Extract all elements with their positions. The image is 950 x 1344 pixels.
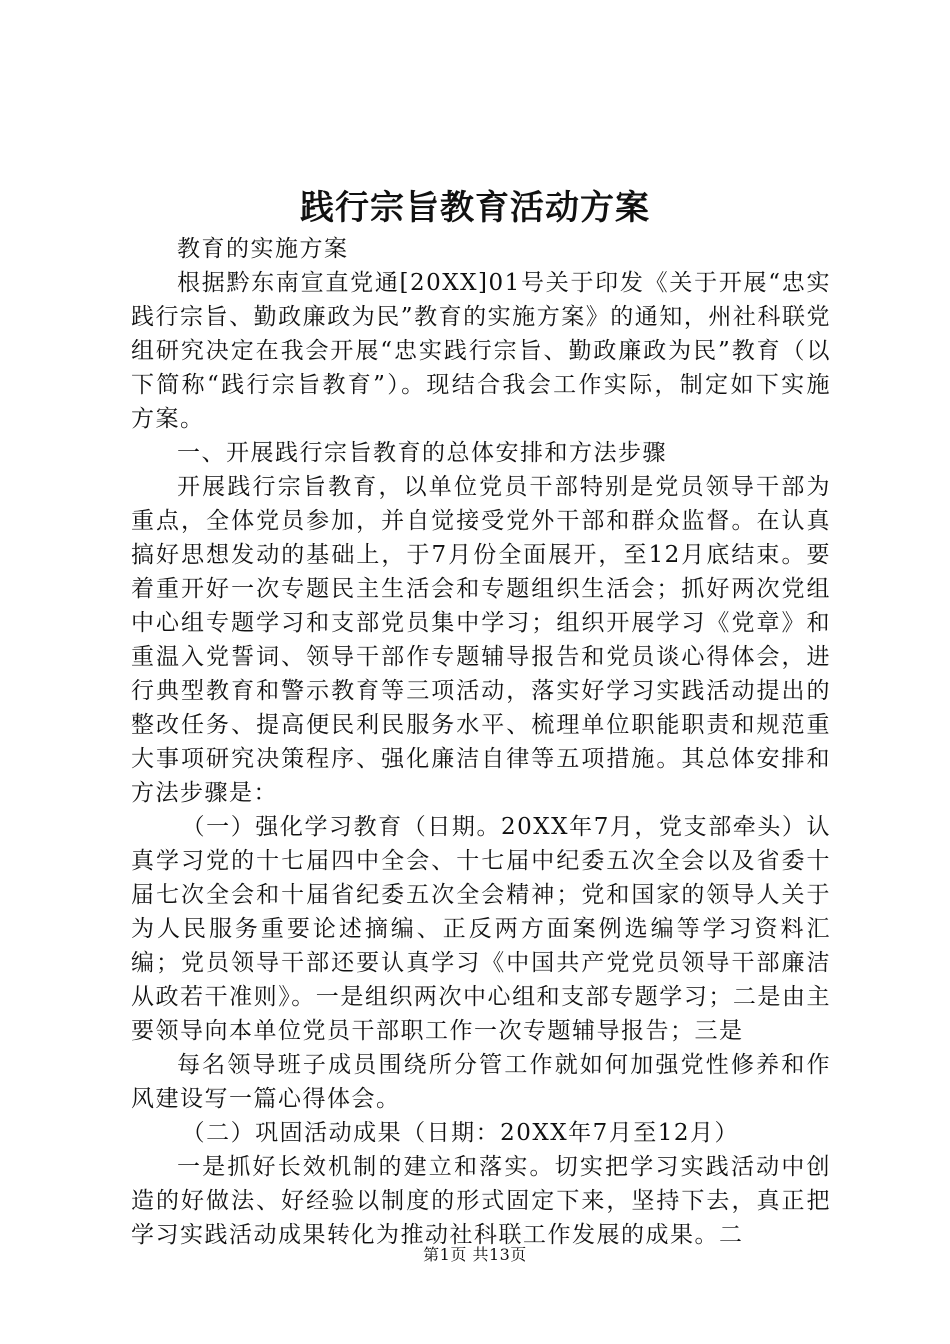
paragraph-study-education: （一）强化学习教育（日期。20XX年7月，党支部牵头）认真学习党的十七届四中全会、十七届中纪委五次全会以及省委十届七次全会和十届省纪委五次全会精神；党和国家的领导人关于为人民服务重要论述摘编、正反两方面案例选编等学习资料汇编；党员领导干部还要认真学习《中国共产党党员领导干部廉洁从政若干准则》。一是组织两次中心组和支部专题学习；二是由主要领导向本单位党员干部职工作一次专题辅导报告；三是 bbox=[131, 814, 831, 1044]
section-heading-1: 一、开展践行宗旨教育的总体安排和方法步骤 bbox=[177, 440, 667, 466]
document-body bbox=[131, 232, 831, 1252]
paragraph-subtitle: 教育的实施方案 bbox=[177, 236, 349, 262]
paragraph-intro: 根据黔东南宣直党通[20XX]01号关于印发《关于开展“忠实践行宗旨、勤政廉政为民”教育的实施方案》的通知，州社科联党组研究决定在我会开展“忠实践行宗旨、勤政廉政为民”教育（以下简称“践行宗旨教育”）。现结合我会工作实际，制定如下实施方案。 bbox=[131, 270, 831, 432]
document-title: 践行宗旨教育活动方案 bbox=[300, 188, 650, 228]
page-footer: 第1页 共13页 bbox=[423, 1245, 527, 1264]
section-heading-consolidate: （二）巩固活动成果（日期：20XX年7月至12月） bbox=[181, 1120, 740, 1146]
paragraph-mechanism: 一是抓好长效机制的建立和落实。切实把学习实践活动中创造的好做法、好经验以制度的形式固定下来，坚持下去，真正把学习实践活动成果转化为推动社科联工作发展的成果。二 bbox=[131, 1154, 831, 1248]
paragraph-overview: 开展践行宗旨教育，以单位党员干部特别是党员领导干部为重点，全体党员参加，并自觉接受党外干部和群众监督。在认真搞好思想发动的基础上，于7月份全面展开，至12月底结束。要着重开好一次专题民主生活会和专题组织生活会；抓好两次党组中心组专题学习和支部党员集中学习；组织开展学习《党章》和重温入党誓词、领导干部作专题辅导报告和党员谈心得体会，进行典型教育和警示教育等三项活动，落实好学习实践活动提出的整改任务、提高便民利民服务水平、梳理单位职能职责和规范重大事项研究决策程序、强化廉洁自律等五项措施。其总体安排和方法步骤是： bbox=[131, 474, 831, 806]
paragraph-leaders-reflection: 每名领导班子成员围绕所分管工作就如何加强党性修养和作风建设写一篇心得体会。 bbox=[131, 1052, 831, 1112]
